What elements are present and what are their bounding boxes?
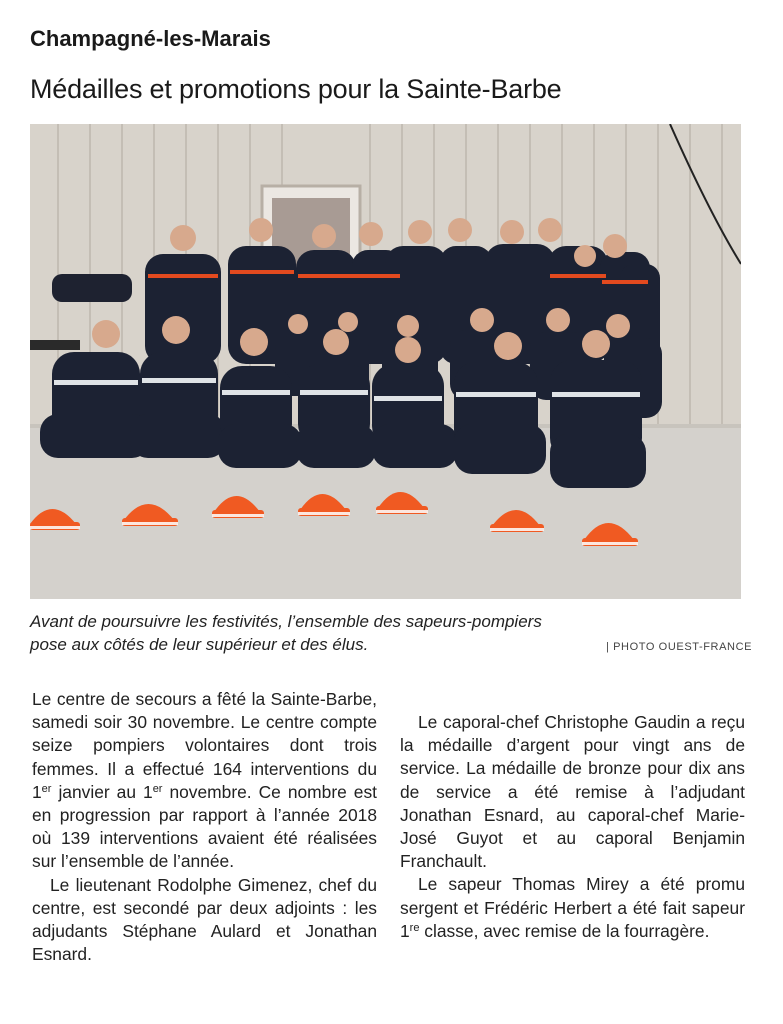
paragraph-1: Le centre de secours a fêté la Sainte-Barbe, samedi soir 30 novembre. Le centre compte seize pompiers volontaires dont trois femmes. Il a effectué 164 interventions du 1er janvier au 1er novembre. Ce nombre est en progression par rapport à l’année 2018 où 139 interventions avaient été réalisées sur l’ensemble de l’année. [32,689,377,872]
article-column-1 [32,688,377,966]
caption-line-2: pose aux côtés de leur supérieur et des élus. [30,635,369,654]
paragraph-2: Le lieutenant Rodolphe Gimenez, chef du centre, est secondé par deux adjoints : les adjudants Stéphane Aulard et Jonathan Esnard. [32,874,377,965]
paragraph-4: Le sapeur Thomas Mirey a été promu sergent et Frédéric Herbert a été fait sapeur 1re classe, avec remise de la fourragère. [400,874,745,941]
group-photo [30,124,741,599]
photo-caption [30,610,590,656]
paragraph-3: Le caporal-chef Christophe Gaudin a reçu la médaille d’argent pour vingt ans de service. La médaille de bronze pour dix ans de service a été remise à l’adjudant Jonathan Esnard, au caporal-chef Marie-José Guyot et au caporal Benjamin Franchault. [400,712,745,872]
photo-credit: | PHOTO OUEST-FRANCE [606,641,753,653]
caption-line-1: Avant de poursuivre les festivités, l’ensemble des sapeurs-pompiers [30,612,542,631]
article-location: Champagné-les-Marais [30,26,271,51]
article-column-2 [400,711,745,943]
article-title: Médailles et promotions pour la Sainte-Barbe [30,74,562,104]
